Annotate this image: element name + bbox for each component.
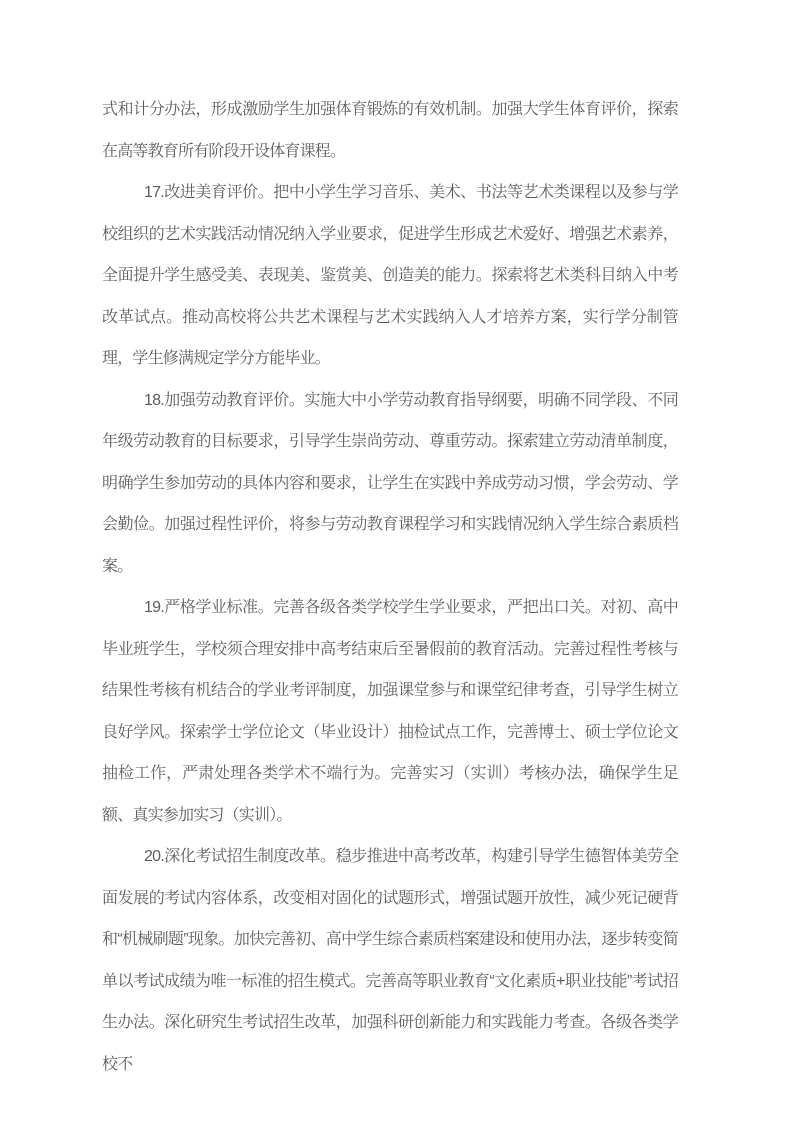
paragraph-18-labor-education-evaluation: 18.加强劳动教育评价。实施大中小学劳动教育指导纲要，明确不同学段、不同年级劳动教育的目标要求，引导学生崇尚劳动、尊重劳动。探索建立劳动清单制度，明确学生参加劳动的具体内容和要求，让学生在实践中养成劳动习惯，学会劳动、学会勤俭。加强过程性评价，将参与劳动教育课程学习和实践情况纳入学生综合素质档案。 [102,391,678,575]
document-page [102,89,678,1085]
paragraph-17-aesthetic-education-evaluation: 17.改进美育评价。把中小学生学习音乐、美术、书法等艺术类课程以及参与学校组织的艺术实践活动情况纳入学业要求，促进学生形成艺术爱好、增强艺术素养，全面提升学生感受美、表现美、鉴赏美、创造美的能力。探索将艺术类科目纳入中考改革试点。推动高校将公共艺术课程与艺术实践纳入人才培养方案，实行学分制管理，学生修满规定学分方能毕业。 [102,184,678,367]
paragraph-20-exam-enrollment-reform: 20.深化考试招生制度改革。稳步推进中高考改革，构建引导学生德智体美劳全面发展的考试内容体系，改变相对固化的试题形式，增强试题开放性，减少死记硬背和“机械刷题”现象。加快完善初、高中学生综合素质档案建设和使用办法，逐步转变简单以考试成绩为唯一标准的招生模式。完善高等职业教育“文化素质+职业技能”考试招生办法。深化研究生考试招生改革，加强科研创新能力和实践能力考查。各级各类学校不 [102,848,678,1073]
paragraph-19-academic-standards: 19.严格学业标准。完善各级各类学校学生学业要求，严把出口关。对初、高中毕业班学生，学校须合理安排中高考结束后至暑假前的教育活动。完善过程性考核与结果性考核有机结合的学业考评制度，加强课堂参与和课堂纪律考查，引导学生树立良好学风。探索学士学位论文（毕业设计）抽检试点工作，完善博士、硕士学位论文抽检工作，严肃处理各类学术不端行为。完善实习（实训）考核办法，确保学生足额、真实参加实习（实训）。 [102,599,678,824]
paragraph-16-continuation: 式和计分办法，形成激励学生加强体育锻炼的有效机制。加强大学生体育评价，探索在高等教育所有阶段开设体育课程。 [102,101,678,160]
